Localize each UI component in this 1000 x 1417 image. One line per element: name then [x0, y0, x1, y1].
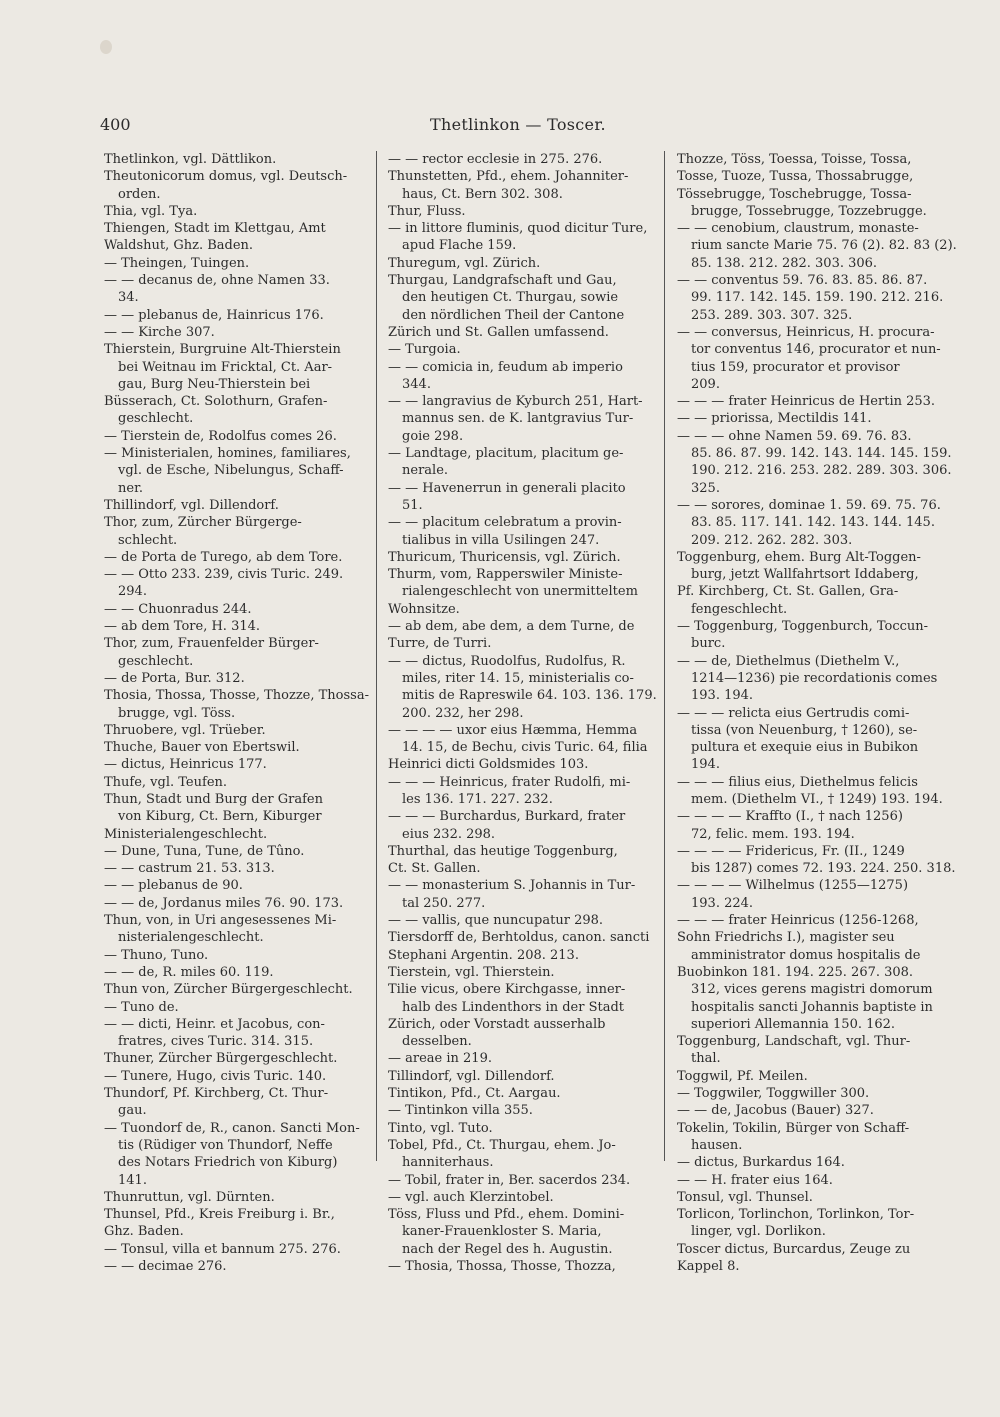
index-entry-line: 99. 117. 142. 145. 159. 190. 212. 216.	[691, 290, 944, 306]
index-entry-line: linger, vgl. Dorlikon.	[691, 1224, 826, 1240]
index-entry-line: tal 250. 277.	[402, 895, 486, 911]
index-entry-line: bei Weitnau im Fricktal, Ct. Aar-	[118, 359, 333, 375]
index-entry-line: 253. 289. 303. 307. 325.	[691, 307, 853, 323]
index-entry-line: schlecht.	[118, 532, 178, 548]
index-entry-line: — — — — uxor eius Hæmma, Hemma	[388, 722, 638, 738]
index-entry-line: burg, jetzt Wallfahrtsort Iddaberg,	[691, 567, 919, 583]
index-column-right	[677, 151, 967, 1275]
index-entry-line: — — sorores, dominae 1. 59. 69. 75. 76.	[677, 497, 941, 513]
index-entry-line: — Landtage, placitum, placitum ge-	[388, 446, 624, 462]
index-entry-line: haus, Ct. Bern 302. 308.	[402, 186, 563, 202]
index-entry-line: Thosia, Thossa, Thosse, Thozze, Thossa-	[104, 688, 369, 704]
index-entry-line: Thur, Fluss.	[388, 203, 466, 219]
index-entry-line: mitis de Rapreswile 64. 103. 136. 179.	[402, 688, 657, 704]
index-entry-line: 209. 212. 262. 282. 303.	[691, 532, 853, 548]
index-entry-line: — — dicti, Heinr. et Jacobus, con-	[104, 1016, 325, 1032]
page-header	[100, 115, 870, 141]
running-head: Thetlinkon — Toscer.	[430, 115, 606, 134]
index-entry-line: geschlecht.	[118, 653, 194, 669]
index-entry-line: 194.	[691, 757, 720, 773]
index-entry-line: Thierstein, Burgruine Alt-Thierstein	[104, 342, 341, 358]
index-entry-line: — Tuondorf de, R., canon. Sancti Mon-	[104, 1120, 360, 1136]
index-entry-line: Tonsul, vgl. Thunsel.	[677, 1189, 813, 1205]
index-entry-line: mannus sen. de K. lantgravius Tur-	[402, 411, 634, 427]
index-entry-line: 193. 194.	[691, 688, 754, 704]
index-entry-line: 312, vices gerens magistri domorum	[691, 982, 933, 998]
index-entry-line: miles, riter 14. 15, ministerialis co-	[402, 670, 634, 686]
index-entry-line: Thor, zum, Zürcher Bürgerge-	[104, 515, 302, 531]
index-entry-line: Tössebrugge, Toschebrugge, Tossa-	[677, 186, 912, 202]
index-entry-line: Tinto, vgl. Tuto.	[388, 1120, 493, 1136]
index-entry-line: — — — — Fridericus, Fr. (II., 1249	[677, 843, 905, 859]
index-entry-line: — — monasterium S. Johannis in Tur-	[388, 878, 636, 894]
index-entry-line: amministrator domus hospitalis de	[691, 947, 921, 963]
index-entry-line: Tillindorf, vgl. Dillendorf.	[388, 1068, 555, 1084]
index-entry-line: — — — — Kraffto (I., † nach 1256)	[677, 809, 903, 825]
index-entry-line: — — castrum 21. 53. 313.	[104, 861, 275, 877]
index-entry-line: Thuner, Zürcher Bürgergeschlecht.	[104, 1051, 338, 1067]
index-entry-line: — — decimae 276.	[104, 1259, 227, 1274]
index-entry-line: — Tonsul, villa et bannum 275. 276.	[104, 1241, 341, 1257]
index-entry-line: Thun, von, in Uri angesessenes Mi-	[104, 913, 337, 929]
index-entry-line: — — — Heinricus, frater Rudolfi, mi-	[388, 774, 631, 790]
index-entry-line: desselben.	[402, 1034, 472, 1050]
index-column-left	[104, 151, 384, 1275]
index-entry-line: des Notars Friedrich von Kiburg)	[118, 1155, 338, 1171]
index-entry-line: Thunsel, Pfd., Kreis Freiburg i. Br.,	[104, 1207, 335, 1223]
index-entry-line: brugge, Tossebrugge, Tozzebrugge.	[691, 203, 927, 219]
index-entry-line: Toggenburg, Landschaft, vgl. Thur-	[677, 1034, 911, 1050]
index-entry-line: nisterialengeschlecht.	[118, 930, 264, 946]
index-entry-line: Kappel 8.	[677, 1259, 740, 1274]
index-entry-line: rialengeschlecht von unermitteltem	[402, 584, 638, 600]
index-entry-line: — — de, Jordanus miles 76. 90. 173.	[104, 895, 344, 911]
index-entry-line: — Tierstein de, Rodolfus comes 26.	[104, 428, 337, 444]
index-entry-line: Büsserach, Ct. Solothurn, Grafen-	[104, 394, 328, 410]
index-entry-line: Thor, zum, Frauenfelder Bürger-	[104, 636, 319, 652]
index-entry-line: 72, felic. mem. 193. 194.	[691, 826, 855, 842]
index-entry-line: Ghz. Baden.	[104, 1224, 184, 1240]
index-entry-line: ner.	[118, 480, 143, 496]
index-entry-line: 190. 212. 216. 253. 282. 289. 303. 306.	[691, 463, 952, 479]
index-entry-line: — — Otto 233. 239, civis Turic. 249.	[104, 567, 344, 583]
index-entry-line: Thozze, Töss, Toessa, Toisse, Tossa,	[677, 152, 912, 167]
index-entry-line: — Tunere, Hugo, civis Turic. 140.	[104, 1068, 327, 1084]
index-entry-line: Torlicon, Torlinchon, Torlinkon, Tor-	[677, 1207, 915, 1223]
index-entry-line: Stephani Argentin. 208. 213.	[388, 947, 579, 963]
index-entry-line: fengeschlecht.	[691, 601, 788, 617]
index-entry-line: — Toggwiler, Toggwiller 300.	[677, 1086, 870, 1102]
index-entry-line: Thun, Stadt und Burg der Grafen	[104, 791, 323, 807]
index-column-middle	[388, 151, 660, 1275]
index-entry-line: Thruobere, vgl. Trüeber.	[104, 722, 266, 738]
index-entry-line: Thunstetten, Pfd., ehem. Johanniter-	[388, 169, 629, 185]
index-entry-line: — — H. frater eius 164.	[677, 1172, 833, 1188]
index-entry-line: Thillindorf, vgl. Dillendorf.	[104, 497, 279, 513]
index-entry-line: Theutonicorum domus, vgl. Deutsch-	[104, 169, 348, 185]
index-entry-line: Toscer dictus, Burcardus, Zeuge zu	[677, 1241, 911, 1257]
index-entry-line: tius 159, procurator et provisor	[691, 359, 900, 375]
index-entry-line: tissa (von Neuenburg, † 1260), se-	[691, 722, 918, 738]
index-entry-line: gau, Burg Neu-Thierstein bei	[118, 376, 311, 392]
index-entry-line: Zürich und St. Gallen umfassend.	[388, 324, 609, 340]
index-entry-line: hausen.	[691, 1137, 743, 1153]
index-entry-line: — — Kirche 307.	[104, 324, 215, 340]
index-entry-line: — Tuno de.	[104, 999, 179, 1015]
index-entry-line: — — plebanus de 90.	[104, 878, 243, 894]
index-entry-line: — Turgoia.	[388, 342, 461, 358]
index-entry-line: Waldshut, Ghz. Baden.	[104, 238, 254, 254]
index-entry-line: tis (Rüdiger von Thundorf, Neffe	[118, 1137, 333, 1153]
index-entry-line: apud Flache 159.	[402, 238, 517, 254]
index-entry-line: Thurthal, das heutige Toggenburg,	[388, 843, 618, 859]
index-entry-line: 85. 138. 212. 282. 303. 306.	[691, 255, 878, 271]
index-entry-line: eius 232. 298.	[402, 826, 496, 842]
index-entry-line: 325.	[691, 480, 720, 496]
index-entry-line: — Tobil, frater in, Ber. sacerdos 234.	[388, 1172, 631, 1188]
index-entry-line: Thufe, vgl. Teufen.	[104, 774, 228, 790]
index-entry-line: 83. 85. 117. 141. 142. 143. 144. 145.	[691, 515, 935, 531]
index-entry-line: Zürich, oder Vorstadt ausserhalb	[388, 1016, 606, 1032]
index-entry-line: von Kiburg, Ct. Bern, Kiburger	[118, 809, 322, 825]
index-entry-line: — in littore fluminis, quod dicitur Ture,	[388, 221, 648, 237]
index-entry-line: — de Porta, Bur. 312.	[104, 670, 245, 686]
index-entry-line: pultura et exequie eius in Bubikon	[691, 740, 919, 756]
index-entry-line: — — — relicta eius Gertrudis comi-	[677, 705, 910, 721]
index-entry-line: 209.	[691, 376, 720, 392]
index-entry-line: Tiersdorff de, Berhtoldus, canon. sancti	[388, 930, 650, 946]
index-entry-line: bis 1287) comes 72. 193. 224. 250. 318.	[691, 861, 956, 877]
index-entry-line: Wohnsitze.	[388, 601, 460, 617]
index-entry-line: kaner-Frauenkloster S. Maria,	[402, 1224, 602, 1240]
index-entry-line: Turre, de Turri.	[388, 636, 492, 652]
index-entry-line: 294.	[118, 584, 147, 600]
page-number: 400	[100, 115, 131, 134]
index-entry-line: — de Porta de Turego, ab dem Tore.	[104, 549, 343, 565]
index-entry-line: Thunruttun, vgl. Dürnten.	[104, 1189, 275, 1205]
index-entry-line: — — — frater Heinricus de Hertin 253.	[677, 394, 936, 410]
index-entry-line: — Toggenburg, Toggenburch, Toccun-	[677, 619, 929, 635]
index-entry-line: mem. (Diethelm VI., † 1249) 193. 194.	[691, 791, 943, 807]
index-entry-line: — — cenobium, claustrum, monaste-	[677, 221, 919, 237]
index-entry-line: Tierstein, vgl. Thierstein.	[388, 964, 555, 980]
index-entry-line: — — priorissa, Mectildis 141.	[677, 411, 872, 427]
index-entry-line: — — vallis, que nuncupatur 298.	[388, 913, 604, 929]
index-entry-line: — — de, Diethelmus (Diethelm V.,	[677, 653, 900, 669]
index-entry-line: Thurm, vom, Rapperswiler Ministe-	[388, 567, 623, 583]
index-entry-line: Thundorf, Pf. Kirchberg, Ct. Thur-	[104, 1086, 329, 1102]
index-entry-line: — ab dem Tore, H. 314.	[104, 619, 261, 635]
index-entry-line: tor conventus 146, procurator et nun-	[691, 342, 941, 358]
index-entry-line: nerale.	[402, 463, 449, 479]
column-divider	[664, 151, 665, 1161]
index-entry-line: — — de, Jacobus (Bauer) 327.	[677, 1103, 874, 1119]
index-entry-line: 193. 224.	[691, 895, 754, 911]
index-entry-line: — — decanus de, ohne Namen 33.	[104, 273, 330, 289]
page-stain	[100, 40, 112, 54]
index-entry-line: Thuche, Bauer von Ebertswil.	[104, 740, 300, 756]
index-entry-line: Thiengen, Stadt im Klettgau, Amt	[104, 221, 326, 237]
index-entry-line: 34.	[118, 290, 139, 306]
index-entry-line: — — — Burchardus, Burkard, frater	[388, 809, 626, 825]
index-entry-line: — — langravius de Kyburch 251, Hart-	[388, 394, 643, 410]
index-entry-line: 344.	[402, 376, 431, 392]
index-entry-line: — Dune, Tuna, Tune, de Tûno.	[104, 843, 305, 859]
index-entry-line: brugge, vgl. Töss.	[118, 705, 236, 721]
index-entry-line: Tosse, Tuoze, Tussa, Thossabrugge,	[677, 169, 914, 185]
index-entry-line: — vgl. auch Klerzintobel.	[388, 1189, 554, 1205]
index-entry-line: — Thuno, Tuno.	[104, 947, 209, 963]
index-entry-line: — — conversus, Heinricus, H. procura-	[677, 324, 935, 340]
index-entry-line: — — de, R. miles 60. 119.	[104, 964, 274, 980]
index-entry-line: tialibus in villa Usilingen 247.	[402, 532, 600, 548]
index-entry-line: vgl. de Esche, Nibelungus, Schaff-	[118, 463, 344, 479]
index-entry-line: — Tintinkon villa 355.	[388, 1103, 533, 1119]
index-entry-line: hanniterhaus.	[402, 1155, 494, 1171]
index-entry-line: — — — — Wilhelmus (1255—1275)	[677, 878, 909, 894]
index-entry-line: Tintikon, Pfd., Ct. Aargau.	[388, 1086, 561, 1102]
index-entry-line: Ct. St. Gallen.	[388, 861, 481, 877]
index-entry-line: les 136. 171. 227. 232.	[402, 791, 553, 807]
index-entry-line: Thuricum, Thuricensis, vgl. Zürich.	[388, 549, 621, 565]
index-entry-line: gau.	[118, 1103, 147, 1119]
index-entry-line: orden.	[118, 186, 161, 202]
index-entry-line: — Ministerialen, homines, familiares,	[104, 446, 351, 462]
index-entry-line: — dictus, Burkardus 164.	[677, 1155, 845, 1171]
index-entry-line: Tokelin, Tokilin, Bürger von Schaff-	[677, 1120, 910, 1136]
index-entry-line: halb des Lindenthors in der Stadt	[402, 999, 624, 1015]
index-entry-line: den nördlichen Theil der Cantone	[402, 307, 625, 323]
index-entry-line: burc.	[691, 636, 726, 652]
index-entry-line: Thun von, Zürcher Bürgergeschlecht.	[104, 982, 353, 998]
index-entry-line: — — plebanus de, Hainricus 176.	[104, 307, 324, 323]
index-entry-line: Thurgau, Landgrafschaft und Gau,	[388, 273, 617, 289]
index-entry-line: Heinrici dicti Goldsmides 103.	[388, 757, 589, 773]
index-entry-line: — — — filius eius, Diethelmus felicis	[677, 774, 918, 790]
index-entry-line: Thetlinkon, vgl. Dättlikon.	[104, 152, 277, 167]
index-entry-line: — — rector ecclesie in 275. 276.	[388, 152, 603, 167]
index-entry-line: 200. 232, her 298.	[402, 705, 524, 721]
index-entry-line: — Theingen, Tuingen.	[104, 255, 250, 271]
index-entry-line: nach der Regel des h. Augustin.	[402, 1241, 613, 1257]
index-entry-line: — — — ohne Namen 59. 69. 76. 83.	[677, 428, 912, 444]
index-entry-line: thal.	[691, 1051, 721, 1067]
index-entry-line: hospitalis sancti Johannis baptiste in	[691, 999, 933, 1015]
index-entry-line: geschlecht.	[118, 411, 194, 427]
index-entry-line: — — conventus 59. 76. 83. 85. 86. 87.	[677, 273, 928, 289]
index-entry-line: — dictus, Heinricus 177.	[104, 757, 267, 773]
index-entry-line: — — Havenerrun in generali placito	[388, 480, 626, 496]
index-entry-line: 141.	[118, 1172, 147, 1188]
index-entry-line: rium sancte Marie 75. 76 (2). 82. 83 (2).	[691, 238, 957, 254]
index-entry-line: goie 298.	[402, 428, 464, 444]
index-entry-line: — — Chuonradus 244.	[104, 601, 252, 617]
index-entry-line: Sohn Friedrichs I.), magister seu	[677, 930, 895, 946]
index-entry-line: Töss, Fluss und Pfd., ehem. Domini-	[388, 1207, 625, 1223]
index-entry-line: Toggwil, Pf. Meilen.	[677, 1068, 808, 1084]
index-entry-line: — — placitum celebratum a provin-	[388, 515, 622, 531]
index-entry-line: — — — frater Heinricus (1256-1268,	[677, 913, 919, 929]
index-entry-line: — — comicia in, feudum ab imperio	[388, 359, 623, 375]
index-entry-line: Tilie vicus, obere Kirchgasse, inner-	[388, 982, 626, 998]
index-entry-line: — areae in 219.	[388, 1051, 492, 1067]
index-entry-line: Thia, vgl. Tya.	[104, 203, 198, 219]
index-entry-line: Thuregum, vgl. Zürich.	[388, 255, 541, 271]
index-entry-line: 85. 86. 87. 99. 142. 143. 144. 145. 159.	[691, 446, 952, 462]
index-entry-line: Pf. Kirchberg, Ct. St. Gallen, Gra-	[677, 584, 899, 600]
index-entry-line: 51.	[402, 497, 423, 513]
index-entry-line: superiori Allemannia 150. 162.	[691, 1016, 896, 1032]
index-entry-line: Tobel, Pfd., Ct. Thurgau, ehem. Jo-	[388, 1137, 616, 1153]
index-entry-line: — Thosia, Thossa, Thosse, Thozza,	[388, 1259, 616, 1274]
index-entry-line: Buobinkon 181. 194. 225. 267. 308.	[677, 964, 914, 980]
index-entry-line: Ministerialengeschlecht.	[104, 826, 268, 842]
index-entry-line: Toggenburg, ehem. Burg Alt-Toggen-	[677, 549, 921, 565]
index-entry-line: 14. 15, de Bechu, civis Turic. 64, filia	[402, 740, 648, 756]
index-entry-line: den heutigen Ct. Thurgau, sowie	[402, 290, 619, 306]
index-entry-line: — — dictus, Ruodolfus, Rudolfus, R.	[388, 653, 626, 669]
index-entry-line: — ab dem, abe dem, a dem Turne, de	[388, 619, 635, 635]
index-entry-line: fratres, cives Turic. 314. 315.	[118, 1034, 314, 1050]
index-entry-line: 1214—1236) pie recordationis comes	[691, 670, 938, 686]
